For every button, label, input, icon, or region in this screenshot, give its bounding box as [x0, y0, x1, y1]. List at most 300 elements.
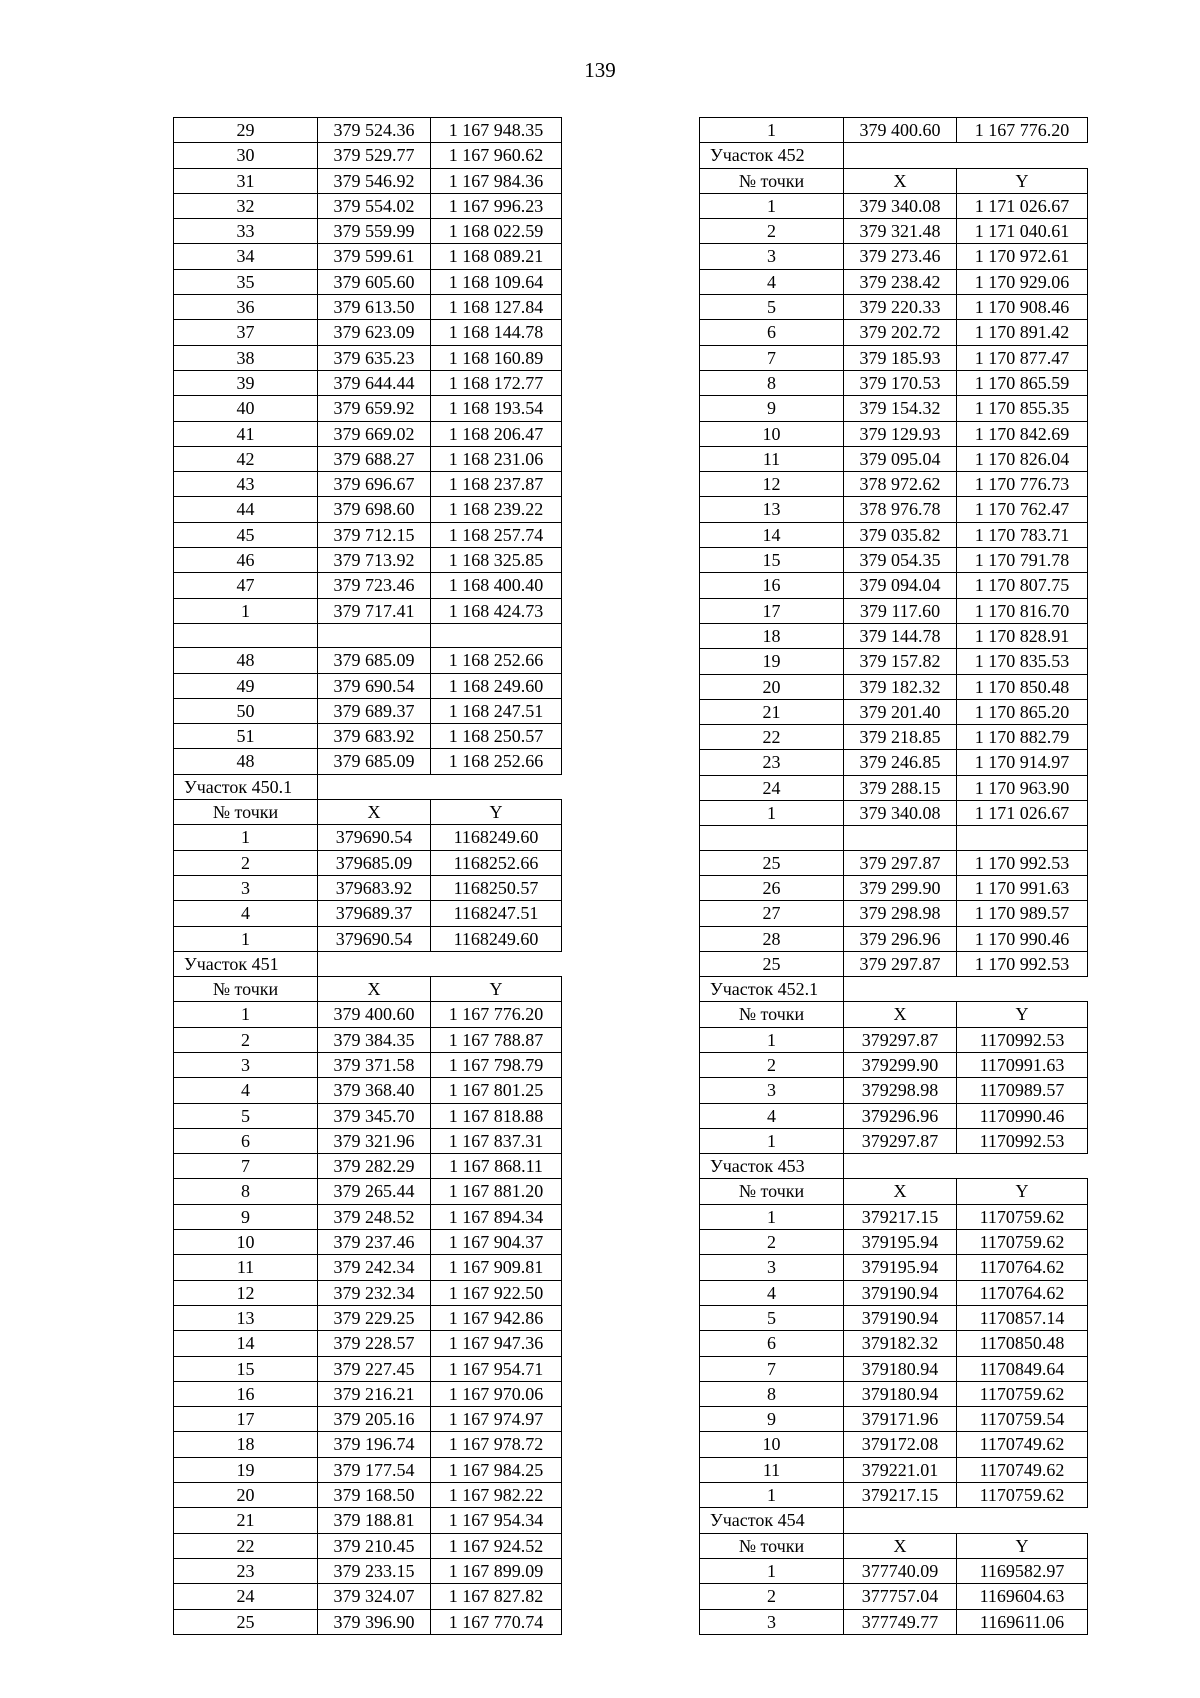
coordinates-table-left	[173, 117, 562, 1635]
table-row	[700, 1027, 1088, 1052]
x-coordinate-cell: 379217.15	[844, 1204, 957, 1229]
point-number-header: № точки	[700, 168, 844, 193]
y-coordinate-cell: 1 167 904.37	[431, 1230, 562, 1255]
x-coordinate-cell: 379 685.09	[318, 648, 431, 673]
y-coordinate-cell: 1 170 826.04	[957, 446, 1088, 471]
y-coordinate-cell: 1 167 798.79	[431, 1052, 562, 1077]
y-coordinate-cell: 1 167 922.50	[431, 1280, 562, 1305]
x-coordinate-cell: 379 698.60	[318, 497, 431, 522]
table-row	[174, 1179, 562, 1204]
y-header: Y	[957, 1179, 1088, 1204]
x-coordinate-cell: 379171.96	[844, 1407, 957, 1432]
y-coordinate-cell: 1 167 818.88	[431, 1103, 562, 1128]
x-coordinate-cell: 379 232.34	[318, 1280, 431, 1305]
x-coordinate-cell: 379 696.67	[318, 472, 431, 497]
point-number-cell: 26	[700, 875, 844, 900]
point-number-cell: 28	[700, 926, 844, 951]
x-coordinate-cell: 378 976.78	[844, 497, 957, 522]
table-row	[174, 1533, 562, 1558]
y-coordinate-cell: 1 168 247.51	[431, 698, 562, 723]
y-coordinate-cell: 1 167 909.81	[431, 1255, 562, 1280]
x-coordinate-cell: 379 238.42	[844, 269, 957, 294]
y-coordinate-cell: 1 168 127.84	[431, 295, 562, 320]
y-coordinate-cell: 1 168 325.85	[431, 548, 562, 573]
x-coordinate-cell: 379 242.34	[318, 1255, 431, 1280]
y-coordinate-cell: 1170991.63	[957, 1052, 1088, 1077]
x-coordinate-cell: 379 273.46	[844, 244, 957, 269]
x-coordinate-cell: 379298.98	[844, 1078, 957, 1103]
point-number-cell: 3	[700, 244, 844, 269]
x-coordinate-cell: 379 689.37	[318, 698, 431, 723]
point-number-cell: 1	[700, 1483, 844, 1508]
y-coordinate-cell: 1 167 996.23	[431, 193, 562, 218]
point-number-cell: 14	[174, 1331, 318, 1356]
y-coordinate-cell: 1 170 776.73	[957, 472, 1088, 497]
table-row	[174, 446, 562, 471]
x-coordinate-cell: 379690.54	[318, 926, 431, 951]
x-coordinate-cell: 377740.09	[844, 1558, 957, 1583]
point-number-cell: 11	[174, 1255, 318, 1280]
y-coordinate-cell: 1 167 894.34	[431, 1204, 562, 1229]
x-coordinate-cell: 379 297.87	[844, 850, 957, 875]
section-title-spacer	[844, 1508, 1088, 1533]
y-coordinate-cell: 1 168 239.22	[431, 497, 562, 522]
x-coordinate-cell: 379 210.45	[318, 1533, 431, 1558]
table-row	[174, 850, 562, 875]
x-coordinate-cell: 379 688.27	[318, 446, 431, 471]
x-coordinate-cell: 377749.77	[844, 1609, 957, 1634]
point-number-cell: 15	[700, 548, 844, 573]
table-row	[700, 548, 1088, 573]
y-coordinate-cell: 1168250.57	[431, 875, 562, 900]
point-number-cell: 13	[700, 497, 844, 522]
x-coordinate-cell: 379 659.92	[318, 396, 431, 421]
y-coordinate-cell: 1170849.64	[957, 1356, 1088, 1381]
table-row	[174, 1609, 562, 1634]
point-number-cell: 4	[700, 269, 844, 294]
x-coordinate-cell: 379 216.21	[318, 1381, 431, 1406]
x-coordinate-cell: 379 237.46	[318, 1230, 431, 1255]
table-row	[700, 598, 1088, 623]
x-coordinate-cell: 379190.94	[844, 1280, 957, 1305]
point-number-cell: 51	[174, 724, 318, 749]
x-coordinate-cell: 379 054.35	[844, 548, 957, 573]
point-number-cell: 43	[174, 472, 318, 497]
x-coordinate-cell: 379180.94	[844, 1381, 957, 1406]
x-coordinate-cell: 379 644.44	[318, 370, 431, 395]
table-row	[700, 472, 1088, 497]
table-row	[700, 244, 1088, 269]
point-number-header: № точки	[700, 1179, 844, 1204]
y-coordinate-cell: 1 170 990.46	[957, 926, 1088, 951]
point-number-cell: 6	[700, 1331, 844, 1356]
y-coordinate-cell: 1 168 424.73	[431, 598, 562, 623]
table-row	[174, 598, 562, 623]
y-header: Y	[957, 168, 1088, 193]
point-number-cell: 12	[174, 1280, 318, 1305]
point-number-cell: 45	[174, 522, 318, 547]
table-row	[700, 725, 1088, 750]
table-row	[174, 320, 562, 345]
point-number-cell	[174, 623, 318, 647]
y-coordinate-cell: 1169604.63	[957, 1584, 1088, 1609]
point-number-cell: 20	[174, 1483, 318, 1508]
y-coordinate-cell: 1 167 899.09	[431, 1558, 562, 1583]
y-coordinate-cell: 1170759.62	[957, 1381, 1088, 1406]
x-coordinate-cell: 379 297.87	[844, 951, 957, 976]
point-number-cell: 17	[700, 598, 844, 623]
point-number-cell: 1	[174, 1002, 318, 1027]
section-title: Участок 452.1	[700, 977, 844, 1002]
table-row	[174, 926, 562, 951]
x-coordinate-cell: 379 298.98	[844, 901, 957, 926]
y-coordinate-cell: 1 170 762.47	[957, 497, 1088, 522]
x-coordinate-cell: 379 202.72	[844, 320, 957, 345]
table-row	[700, 497, 1088, 522]
table-row	[174, 825, 562, 850]
y-coordinate-cell: 1 167 948.35	[431, 118, 562, 143]
point-number-cell: 14	[700, 522, 844, 547]
table-row	[174, 901, 562, 926]
y-coordinate-cell: 1 167 827.82	[431, 1584, 562, 1609]
table-row	[174, 244, 562, 269]
section-title-row	[700, 977, 1088, 1002]
x-coordinate-cell: 379689.37	[318, 901, 431, 926]
x-coordinate-cell: 379190.94	[844, 1305, 957, 1330]
header-row	[700, 168, 1088, 193]
x-coordinate-cell: 379 321.48	[844, 219, 957, 244]
y-coordinate-cell: 1 168 257.74	[431, 522, 562, 547]
point-number-cell: 3	[700, 1255, 844, 1280]
y-coordinate-cell: 1 167 960.62	[431, 143, 562, 168]
x-coordinate-cell: 379 129.93	[844, 421, 957, 446]
y-coordinate-cell: 1 170 783.71	[957, 522, 1088, 547]
y-coordinate-cell: 1 168 160.89	[431, 345, 562, 370]
x-coordinate-cell: 379 400.60	[844, 118, 957, 143]
table-row	[700, 1103, 1088, 1128]
table-row	[700, 1558, 1088, 1583]
section-title: Участок 453	[700, 1154, 844, 1179]
x-coordinate-cell: 379 396.90	[318, 1609, 431, 1634]
point-number-cell: 5	[174, 1103, 318, 1128]
x-coordinate-cell: 379 345.70	[318, 1103, 431, 1128]
y-coordinate-cell: 1 167 970.06	[431, 1381, 562, 1406]
y-coordinate-cell: 1 171 040.61	[957, 219, 1088, 244]
x-coordinate-cell	[318, 623, 431, 647]
x-coordinate-cell: 378 972.62	[844, 472, 957, 497]
point-number-cell: 41	[174, 421, 318, 446]
x-coordinate-cell: 379221.01	[844, 1457, 957, 1482]
point-number-cell: 39	[174, 370, 318, 395]
x-coordinate-cell: 379 605.60	[318, 269, 431, 294]
x-coordinate-cell: 379 384.35	[318, 1027, 431, 1052]
point-number-cell: 11	[700, 446, 844, 471]
point-number-cell: 3	[700, 1609, 844, 1634]
table-row	[174, 623, 562, 647]
y-coordinate-cell: 1 171 026.67	[957, 801, 1088, 826]
table-row	[174, 168, 562, 193]
table-row	[700, 699, 1088, 724]
y-coordinate-cell: 1 170 972.61	[957, 244, 1088, 269]
y-coordinate-cell: 1 170 914.97	[957, 750, 1088, 775]
y-coordinate-cell: 1 168 252.66	[431, 648, 562, 673]
x-coordinate-cell: 379 713.92	[318, 548, 431, 573]
table-row	[700, 269, 1088, 294]
y-coordinate-cell: 1 167 984.36	[431, 168, 562, 193]
point-number-cell: 19	[700, 649, 844, 674]
point-number-cell: 31	[174, 168, 318, 193]
x-coordinate-cell: 379 669.02	[318, 421, 431, 446]
table-row	[174, 1230, 562, 1255]
table-row	[174, 522, 562, 547]
table-row	[174, 1508, 562, 1533]
y-coordinate-cell: 1 170 992.53	[957, 850, 1088, 875]
point-number-cell: 16	[700, 573, 844, 598]
table-row	[700, 1356, 1088, 1381]
table-row	[700, 193, 1088, 218]
point-number-cell	[700, 826, 844, 850]
table-row	[700, 1230, 1088, 1255]
table-row	[174, 548, 562, 573]
point-number-cell: 1	[700, 1128, 844, 1153]
table-row	[700, 295, 1088, 320]
table-row	[700, 370, 1088, 395]
table-row	[174, 875, 562, 900]
x-coordinate-cell: 379 635.23	[318, 345, 431, 370]
table-row	[700, 1483, 1088, 1508]
x-coordinate-cell: 379 400.60	[318, 1002, 431, 1027]
table-row	[174, 1407, 562, 1432]
point-number-cell: 16	[174, 1381, 318, 1406]
page-number: 139	[584, 58, 616, 82]
header-row	[174, 977, 562, 1002]
y-coordinate-cell: 1 170 992.53	[957, 951, 1088, 976]
table-row	[174, 421, 562, 446]
table-row	[174, 724, 562, 749]
x-coordinate-cell: 379297.87	[844, 1128, 957, 1153]
point-number-cell: 4	[700, 1103, 844, 1128]
point-number-cell: 9	[700, 1407, 844, 1432]
point-number-cell: 1	[700, 1558, 844, 1583]
y-coordinate-cell: 1 170 835.53	[957, 649, 1088, 674]
x-coordinate-cell: 379 524.36	[318, 118, 431, 143]
x-coordinate-cell: 379195.94	[844, 1255, 957, 1280]
point-number-cell: 20	[700, 674, 844, 699]
y-coordinate-cell: 1169611.06	[957, 1609, 1088, 1634]
point-number-cell: 1	[174, 598, 318, 623]
table-row	[700, 750, 1088, 775]
y-coordinate-cell: 1170990.46	[957, 1103, 1088, 1128]
x-coordinate-cell: 379 685.09	[318, 749, 431, 774]
table-row	[700, 1255, 1088, 1280]
x-coordinate-cell: 379 683.92	[318, 724, 431, 749]
y-coordinate-cell: 1 170 891.42	[957, 320, 1088, 345]
table-row	[700, 1052, 1088, 1077]
point-number-cell: 6	[700, 320, 844, 345]
x-coordinate-cell: 379180.94	[844, 1356, 957, 1381]
x-header: X	[844, 1533, 957, 1558]
table-row	[700, 801, 1088, 826]
table-row	[174, 1002, 562, 1027]
point-number-cell: 21	[174, 1508, 318, 1533]
y-coordinate-cell: 1 167 954.34	[431, 1508, 562, 1533]
point-number-cell: 2	[174, 1027, 318, 1052]
table-row	[174, 1103, 562, 1128]
table-row	[174, 1027, 562, 1052]
point-number-cell: 50	[174, 698, 318, 723]
header-row	[700, 1533, 1088, 1558]
y-coordinate-cell: 1170759.62	[957, 1483, 1088, 1508]
point-number-cell: 13	[174, 1305, 318, 1330]
section-title-row	[700, 1508, 1088, 1533]
x-coordinate-cell: 379 170.53	[844, 370, 957, 395]
y-coordinate-cell: 1170850.48	[957, 1331, 1088, 1356]
y-coordinate-cell: 1 167 770.74	[431, 1609, 562, 1634]
y-coordinate-cell: 1168249.60	[431, 825, 562, 850]
x-coordinate-cell: 379 144.78	[844, 623, 957, 648]
x-coordinate-cell: 379 340.08	[844, 193, 957, 218]
table-row	[174, 1078, 562, 1103]
point-number-cell: 47	[174, 573, 318, 598]
point-number-cell: 7	[174, 1154, 318, 1179]
x-coordinate-cell: 379 554.02	[318, 193, 431, 218]
y-coordinate-cell: 1 170 865.59	[957, 370, 1088, 395]
y-coordinate-cell: 1170749.62	[957, 1457, 1088, 1482]
table-row	[700, 951, 1088, 976]
x-coordinate-cell: 379 723.46	[318, 573, 431, 598]
x-coordinate-cell: 379 229.25	[318, 1305, 431, 1330]
y-coordinate-cell: 1 170 816.70	[957, 598, 1088, 623]
table-row	[700, 649, 1088, 674]
point-number-cell: 35	[174, 269, 318, 294]
y-coordinate-cell: 1 167 776.20	[431, 1002, 562, 1027]
y-coordinate-cell: 1170992.53	[957, 1027, 1088, 1052]
y-header: Y	[957, 1533, 1088, 1558]
x-coordinate-cell: 379 185.93	[844, 345, 957, 370]
point-number-cell: 7	[700, 1356, 844, 1381]
point-number-cell: 4	[700, 1280, 844, 1305]
point-number-cell: 21	[700, 699, 844, 724]
table-row	[174, 573, 562, 598]
x-coordinate-cell: 379 299.90	[844, 875, 957, 900]
table-row	[174, 1331, 562, 1356]
y-coordinate-cell: 1 168 206.47	[431, 421, 562, 446]
section-title-row	[700, 143, 1088, 168]
y-coordinate-cell: 1 167 868.11	[431, 1154, 562, 1179]
point-number-cell: 18	[700, 623, 844, 648]
coordinates-table-right	[699, 117, 1088, 1635]
y-coordinate-cell: 1 170 991.63	[957, 875, 1088, 900]
x-coordinate-cell: 379683.92	[318, 875, 431, 900]
point-number-cell: 10	[700, 1432, 844, 1457]
table-row	[700, 775, 1088, 800]
table-row	[174, 1457, 562, 1482]
y-coordinate-cell: 1 168 400.40	[431, 573, 562, 598]
y-coordinate-cell: 1 168 172.77	[431, 370, 562, 395]
table-row	[700, 396, 1088, 421]
y-coordinate-cell: 1 167 978.72	[431, 1432, 562, 1457]
point-number-cell: 24	[700, 775, 844, 800]
x-coordinate-cell: 379 321.96	[318, 1128, 431, 1153]
point-number-cell: 6	[174, 1128, 318, 1153]
point-number-cell: 5	[700, 1305, 844, 1330]
table-row	[174, 1305, 562, 1330]
table-row	[174, 1280, 562, 1305]
table-row	[174, 1432, 562, 1457]
section-title-spacer	[318, 951, 562, 976]
x-coordinate-cell: 379 599.61	[318, 244, 431, 269]
header-row	[700, 1002, 1088, 1027]
point-number-cell: 19	[174, 1457, 318, 1482]
point-number-cell: 23	[700, 750, 844, 775]
table-row	[174, 345, 562, 370]
x-coordinate-cell: 379 712.15	[318, 522, 431, 547]
point-number-cell: 46	[174, 548, 318, 573]
x-coordinate-cell: 379 220.33	[844, 295, 957, 320]
point-number-cell: 10	[174, 1230, 318, 1255]
table-row	[174, 749, 562, 774]
point-number-cell: 48	[174, 749, 318, 774]
table-row	[700, 1407, 1088, 1432]
x-coordinate-cell: 379 265.44	[318, 1179, 431, 1204]
y-coordinate-cell: 1170764.62	[957, 1280, 1088, 1305]
x-coordinate-cell: 379195.94	[844, 1230, 957, 1255]
y-coordinate-cell: 1170764.62	[957, 1255, 1088, 1280]
point-number-cell: 29	[174, 118, 318, 143]
x-coordinate-cell: 379 613.50	[318, 295, 431, 320]
x-coordinate-cell: 379217.15	[844, 1483, 957, 1508]
x-coordinate-cell: 379 248.52	[318, 1204, 431, 1229]
section-title-row	[700, 1154, 1088, 1179]
table-row	[174, 1483, 562, 1508]
table-row	[700, 421, 1088, 446]
y-coordinate-cell: 1 167 837.31	[431, 1128, 562, 1153]
point-number-cell: 1	[700, 193, 844, 218]
table-row	[700, 573, 1088, 598]
table-row	[174, 497, 562, 522]
section-title-spacer	[844, 1154, 1088, 1179]
point-number-cell: 25	[700, 951, 844, 976]
y-coordinate-cell: 1169582.97	[957, 1558, 1088, 1583]
x-coordinate-cell: 377757.04	[844, 1584, 957, 1609]
point-number-header: № точки	[174, 977, 318, 1002]
point-number-cell: 8	[700, 370, 844, 395]
x-coordinate-cell: 379 288.15	[844, 775, 957, 800]
x-coordinate-cell: 379 196.74	[318, 1432, 431, 1457]
y-coordinate-cell: 1 168 089.21	[431, 244, 562, 269]
y-coordinate-cell: 1 170 989.57	[957, 901, 1088, 926]
table-row	[174, 1128, 562, 1153]
point-number-cell: 42	[174, 446, 318, 471]
y-coordinate-cell: 1170759.62	[957, 1204, 1088, 1229]
table-row	[700, 623, 1088, 648]
section-title-spacer	[844, 143, 1088, 168]
point-number-cell: 32	[174, 193, 318, 218]
x-coordinate-cell: 379 690.54	[318, 673, 431, 698]
point-number-cell: 2	[700, 1052, 844, 1077]
table-row	[700, 826, 1088, 850]
header-row	[174, 800, 562, 825]
point-number-cell: 4	[174, 901, 318, 926]
y-coordinate-cell: 1 170 877.47	[957, 345, 1088, 370]
table-row	[700, 345, 1088, 370]
table-row	[174, 193, 562, 218]
x-coordinate-cell: 379172.08	[844, 1432, 957, 1457]
table-row	[174, 118, 562, 143]
x-coordinate-cell	[844, 826, 957, 850]
x-coordinate-cell: 379 371.58	[318, 1052, 431, 1077]
y-coordinate-cell: 1 167 776.20	[957, 118, 1088, 143]
